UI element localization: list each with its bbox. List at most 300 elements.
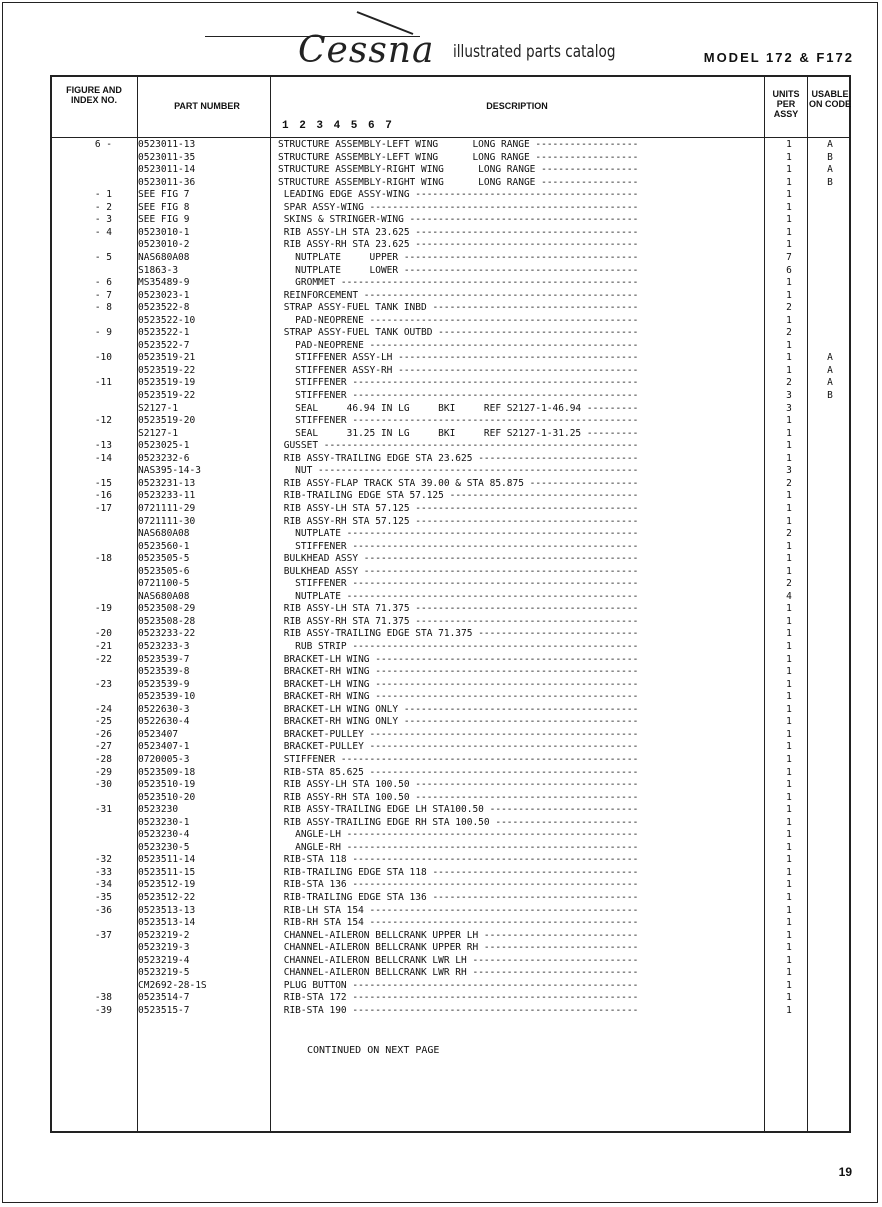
description-cell: LEADING EDGE ASSY-WING [278,189,410,201]
table-row [52,980,849,993]
figure-cell: -28 [94,753,112,765]
leader-dashes: ------------------------------------ [426,302,639,314]
description-cell: STRAP ASSY-FUEL TANK INBD [278,302,427,314]
units-cell: 1 [786,841,792,853]
description-cell: RIB ASSY-RH STA 100.50 [278,791,410,803]
units-cell: 1 [786,703,792,715]
description-header: DESCRIPTION [486,101,548,111]
leader-dashes: -------------------------------------------------- [346,377,639,389]
description-cell: NUTPLATE [278,528,341,540]
figure-cell: - 8 [94,302,112,314]
part-number-cell: 0523508-28 [138,615,196,627]
description-cell: RIB ASSY-TRAILING EDGE STA 23.625 [278,452,473,464]
units-cell: 1 [786,653,792,665]
figure-cell: -23 [94,678,112,690]
units-cell: 1 [786,628,792,640]
table-row [52,955,849,968]
part-number-cell: 0523219-4 [138,954,190,966]
description-cell: RIB ASSY-LH STA 57.125 [278,502,410,514]
table-row [52,817,849,830]
table-row [52,239,849,252]
units-cell: 1 [786,201,792,213]
leader-dashes: ---------------------------------------------- [369,653,639,665]
description-cell: SKINS & STRINGER-WING [278,214,404,226]
units-cell: 1 [786,816,792,828]
part-number-cell: 0523560-1 [138,540,190,552]
part-number-cell: CM2692-28-1S [138,979,207,991]
description-cell: STIFFENER [278,578,347,590]
table-row [52,377,849,390]
leader-dashes: ---------------------------- [472,628,639,640]
figure-header: FIGURE AND INDEX NO. [66,85,122,105]
table-row [52,654,849,667]
leader-dashes: ----------------------------------------- [398,716,639,728]
description-cell: RIB ASSY-RH STA 23.625 [278,239,410,251]
description-cell: RIB-RH STA 154 [278,917,364,929]
part-number-cell: NAS680A08 [138,590,190,602]
units-cell: 1 [786,791,792,803]
units-cell: 3 [786,390,792,401]
part-number-cell: 0721111-30 [138,515,196,527]
description-cell: STRUCTURE ASSEMBLY-RIGHT WING LONG RANGE [278,176,536,188]
description-cell: RIB ASSY-RH STA 57.125 [278,515,410,527]
table-row [52,754,849,767]
table-row [52,265,849,278]
part-number-cell: 0523231-13 [138,477,196,489]
description-cell: STIFFENER ASSY-LH [278,352,393,364]
description-cell: BRACKET-LH WING ONLY [278,703,399,715]
usable-code-cell: A [827,352,833,364]
table-row [52,729,849,742]
table-row [52,741,849,754]
table-row [52,139,849,152]
leader-dashes: ----------------------------------------- [398,251,639,263]
part-number-cell: 0523023-1 [138,289,190,301]
part-number-cell: 0523230 [138,804,179,816]
leader-dashes: --------------------------------------- [409,226,639,238]
description-cell: PLUG BUTTON [278,979,347,991]
units-cell: 1 [786,440,792,452]
description-cell: STIFFENER [278,377,347,389]
figure-cell: -27 [94,741,112,753]
description-cell: RIB ASSY-LH STA 100.50 [278,779,410,791]
units-cell: 1 [786,979,792,991]
units-cell: 1 [786,502,792,514]
description-cell: RIB-TRAILING EDGE STA 118 [278,866,427,878]
part-number-cell: 0523519-21 [138,352,196,364]
part-number-cell: 0523513-13 [138,904,196,916]
table-row [52,553,849,566]
table-row [52,792,849,805]
description-cell: RIB-STA 85.625 [278,766,364,778]
brand-logo: Cessna [298,30,435,71]
figure-cell: -34 [94,879,112,891]
table-row [52,340,849,353]
units-cell: 2 [786,327,792,339]
description-cell: RUB STRIP [278,641,347,652]
part-number-cell: 0523511-14 [138,854,196,866]
units-cell: 1 [786,766,792,778]
table-row [52,930,849,943]
figure-cell: -22 [94,653,112,665]
table-row [52,767,849,780]
units-cell: 1 [786,716,792,728]
leader-dashes: --------------------------------------- [409,779,639,791]
figure-cell: -36 [94,904,112,916]
table-row [52,591,849,604]
leader-dashes: ------------------ [529,139,639,150]
leader-dashes: --------------------------------------- [409,515,639,527]
leader-dashes: -------------------------------------------------- [346,540,639,552]
units-cell: 1 [786,641,792,652]
description-cell: STRUCTURE ASSEMBLY-RIGHT WING LONG RANGE [278,164,536,176]
table-row [52,403,849,416]
units-cell: 1 [786,239,792,251]
part-number-cell: MS35489-9 [138,277,190,289]
leader-dashes: ------------------------------------------ [392,352,639,364]
units-cell: 1 [786,565,792,577]
figure-cell: -37 [94,929,112,941]
description-cell: REINFORCEMENT [278,289,359,301]
description-cell: CHANNEL-AILERON BELLCRANK UPPER LH [278,929,479,941]
table-row [52,490,849,503]
figure-cell: -26 [94,728,112,740]
description-cell: STRUCTURE ASSEMBLY-LEFT WING LONG RANGE [278,151,530,163]
part-number-cell: 0523539-7 [138,653,190,665]
units-cell: 1 [786,339,792,351]
description-cell: RIB-TRAILING EDGE STA 57.125 [278,490,444,502]
figure-cell: - 9 [94,327,112,339]
leader-dashes: ------------------------------------------------ [358,289,639,301]
part-number-cell: 0523233-11 [138,490,196,502]
units-cell: 1 [786,364,792,376]
description-cell: PAD-NEOPRENE [278,339,364,351]
units-cell: 1 [786,829,792,841]
units-cell: 3 [786,465,792,477]
leader-dashes: ----------------------------------------- [398,264,639,276]
figure-cell: -21 [94,641,112,652]
units-cell: 7 [786,251,792,263]
part-number-cell: 0523233-3 [138,641,190,652]
part-number-cell: S1863-3 [138,264,179,276]
leader-dashes: --------------------------------- [443,490,639,502]
description-cell: NUTPLATE LOWER [278,264,399,276]
units-cell: 1 [786,139,792,150]
figure-cell: 6 - [94,139,112,150]
leader-dashes: ----------------------------- [466,967,639,979]
catalog-title: illustrated parts catalog [453,42,616,62]
leader-dashes: ----------------- [535,176,639,188]
units-cell: 1 [786,728,792,740]
figure-cell: -10 [94,352,112,364]
figure-cell: -29 [94,766,112,778]
figure-cell: -30 [94,779,112,791]
units-cell: 1 [786,176,792,188]
part-number-cell: S2127-1 [138,402,179,414]
description-cell: CHANNEL-AILERON BELLCRANK LWR LH [278,954,467,966]
figure-cell: -19 [94,603,112,615]
leader-dashes: ----------------------------------------------- [363,728,639,740]
part-number-cell: NAS680A08 [138,528,190,540]
description-cell: RIB-LH STA 154 [278,904,364,916]
table-row [52,541,849,554]
part-number-cell: NAS395-14-3 [138,465,201,477]
description-cell: BULKHEAD ASSY [278,565,359,577]
table-row [52,465,849,478]
usable-code-cell: A [827,364,833,376]
table-row [52,603,849,616]
part-number-cell: 0523011-14 [138,164,196,176]
part-number-cell: 0523522-7 [138,339,190,351]
description-cell: STIFFENER ASSY-RH [278,364,393,376]
units-cell: 1 [786,603,792,615]
leader-dashes: ------------------------------------------------ [358,553,639,565]
description-cell: SEAL 46.94 IN LG BKI REF S2127-1-46.94 [278,402,582,414]
table-row [52,503,849,516]
leader-dashes: ----------------------------------------------- [363,917,639,929]
part-number-cell: SEE FIG 9 [138,214,190,226]
table-row [52,352,849,365]
part-number-cell: 0523519-22 [138,390,196,401]
part-number-cell: 0721100-5 [138,578,190,590]
units-cell: 3 [786,402,792,414]
part-number-cell: 0523519-20 [138,415,196,427]
table-row [52,202,849,215]
table-row [52,189,849,202]
part-number-cell: 0523219-2 [138,929,190,941]
model-title: MODEL 172 & F172 [703,50,854,65]
table-row [52,779,849,792]
description-cell: GUSSET [278,440,319,452]
figure-cell: -13 [94,440,112,452]
table-row [52,214,849,227]
units-cell: 2 [786,578,792,590]
figure-cell: -16 [94,490,112,502]
units-cell: 1 [786,164,792,176]
usable-code-header: USABLE ON CODE [809,89,852,109]
figure-cell: -15 [94,477,112,489]
units-cell: 1 [786,189,792,201]
leader-dashes: ------------------------------------------------ [358,565,639,577]
leader-dashes: --------------------------------------- [409,189,639,201]
usable-code-cell: A [827,164,833,176]
part-number-cell: SEE FIG 8 [138,201,190,213]
usable-code-cell: B [827,151,833,163]
part-number-cell: 0523514-7 [138,992,190,1004]
description-cell: RIB-STA 190 [278,1004,347,1016]
figure-cell: -17 [94,502,112,514]
leader-dashes: --------- [581,402,639,414]
table-row [52,528,849,541]
table-row [52,152,849,165]
table-row [52,164,849,177]
figure-cell: -12 [94,415,112,427]
usable-code-cell: B [827,176,833,188]
description-cell: ANGLE-LH [278,829,341,841]
leader-dashes: ---------------------------------------------- [369,666,639,678]
figure-cell: - 6 [94,277,112,289]
units-cell: 1 [786,226,792,238]
units-cell: 1 [786,866,792,878]
leader-dashes: ----------------------------------------------- [363,904,639,916]
part-number-cell: 0523230-1 [138,816,190,828]
description-cell: RIB-STA 136 [278,879,347,891]
units-cell: 1 [786,678,792,690]
figure-cell: -38 [94,992,112,1004]
figure-cell: - 4 [94,226,112,238]
part-number-cell: 0720005-3 [138,753,190,765]
units-cell: 1 [786,214,792,226]
units-cell: 1 [786,615,792,627]
table-row [52,854,849,867]
part-number-cell: 0721111-29 [138,502,196,514]
leader-dashes: --------------------------------------------------- [340,829,639,841]
leader-dashes: ------------------- [523,477,639,489]
part-number-cell: 0523515-7 [138,1004,190,1016]
table-row [52,992,849,1005]
leader-dashes: ---------------------------------------------------- [335,277,639,289]
figure-cell: - 1 [94,189,112,201]
figure-cell: -39 [94,1004,112,1016]
leader-dashes: -------------------------------------------------- [346,854,639,866]
description-cell: SPAR ASSY-WING [278,201,364,213]
leader-dashes: ----------------------------------------------- [363,314,639,326]
leader-dashes: ---------------------------------------------- [369,678,639,690]
table-row [52,666,849,679]
leader-dashes: ------------------------------------ [426,866,639,878]
table-row [52,415,849,428]
units-cell: 1 [786,515,792,527]
part-number-cell: 0523510-19 [138,779,196,791]
indent-digits: 1 2 3 4 5 6 7 [282,120,394,132]
part-number-cell: 0523233-22 [138,628,196,640]
table-row [52,390,849,403]
part-number-cell: 0523230-4 [138,829,190,841]
description-cell: BRACKET-RH WING [278,666,370,678]
description-cell: PAD-NEOPRENE [278,314,364,326]
units-cell: 4 [786,590,792,602]
figure-cell: -24 [94,703,112,715]
leader-dashes: -------------------------------------------------- [346,979,639,991]
part-number-cell: 0523508-29 [138,603,196,615]
units-cell: 1 [786,289,792,301]
table-row [52,252,849,265]
leader-dashes: ----------------------------- [466,954,639,966]
units-cell: 1 [786,490,792,502]
leader-dashes: -------------------------- [483,804,639,816]
leader-dashes: ------------------------------------------ [392,364,639,376]
part-number-cell: 0523539-8 [138,666,190,678]
parts-table [50,75,851,1133]
leader-dashes: --------------------------------------------------- [340,528,639,540]
description-cell: BRACKET-RH WING [278,691,370,703]
units-cell: 1 [786,879,792,891]
leader-dashes: -------------------------------------------------- [346,415,639,427]
leader-dashes: ------------------ [529,151,639,163]
units-cell: 1 [786,917,792,929]
units-cell: 2 [786,477,792,489]
table-row [52,478,849,491]
part-number-cell: 0523025-1 [138,440,190,452]
leader-dashes: ------------------------------------------------------- [318,440,639,452]
part-number-cell: 0523219-3 [138,942,190,954]
part-number-cell: S2127-1 [138,427,179,439]
part-number-cell: 0523010-2 [138,239,190,251]
part-number-cell: 0523522-10 [138,314,196,326]
part-number-cell: 0523511-15 [138,866,196,878]
leader-dashes: --------------------------- [478,929,639,941]
description-cell: STIFFENER [278,540,347,552]
units-cell: 1 [786,277,792,289]
table-row [52,716,849,729]
part-number-header: PART NUMBER [174,101,240,111]
units-cell: 2 [786,302,792,314]
table-row [52,804,849,817]
units-cell: 1 [786,904,792,916]
table-row [52,453,849,466]
leader-dashes: ---------------------------------------- [403,214,639,226]
leader-dashes: -------------------------------------------------- [346,992,639,1004]
table-row [52,440,849,453]
part-number-cell: NAS680A08 [138,251,190,263]
table-row [52,879,849,892]
table-row [52,578,849,591]
units-cell: 1 [786,779,792,791]
part-number-cell: 0523509-18 [138,766,196,778]
description-cell: CHANNEL-AILERON BELLCRANK LWR RH [278,967,467,979]
table-row [52,227,849,240]
description-cell: STIFFENER [278,753,336,765]
leader-dashes: ----------------------------------------- [398,703,639,715]
leader-dashes: ----------------------------------------------- [363,741,639,753]
part-number-cell: 0523539-9 [138,678,190,690]
description-cell: RIB ASSY-TRAILING EDGE STA 71.375 [278,628,473,640]
part-number-cell: 0523513-14 [138,917,196,929]
continued-note: CONTINUED ON NEXT PAGE [307,1045,440,1056]
table-row [52,290,849,303]
part-number-cell: 0522630-4 [138,716,190,728]
description-cell: STRAP ASSY-FUEL TANK OUTBD [278,327,433,339]
leader-dashes: ----------------------------------------------- [363,201,639,213]
leader-dashes: -------------------------------------------------- [346,390,639,401]
part-number-cell: 0523407 [138,728,179,740]
description-cell: BRACKET-RH WING ONLY [278,716,399,728]
leader-dashes: --------- [581,427,639,439]
table-row [52,428,849,441]
figure-cell: -35 [94,892,112,903]
description-cell: CHANNEL-AILERON BELLCRANK UPPER RH [278,942,479,954]
units-cell: 1 [786,415,792,427]
table-row [52,1005,849,1018]
leader-dashes: -------------------------------------------------- [346,578,639,590]
part-number-cell: 0523510-20 [138,791,196,803]
table-row [52,616,849,629]
description-cell: SEAL 31.25 IN LG BKI REF S2127-1-31.25 [278,427,582,439]
figure-cell: - 3 [94,214,112,226]
figure-cell: - 7 [94,289,112,301]
units-cell: 1 [786,804,792,816]
table-row [52,829,849,842]
units-cell: 1 [786,427,792,439]
description-cell: STRUCTURE ASSEMBLY-LEFT WING LONG RANGE [278,139,530,150]
table-row [52,892,849,905]
part-number-cell: 0523011-35 [138,151,196,163]
leader-dashes: ----------------------------------------------- [363,339,639,351]
page-number: 19 [838,1165,852,1179]
table-row [52,905,849,918]
units-cell: 1 [786,553,792,565]
table-row [52,691,849,704]
